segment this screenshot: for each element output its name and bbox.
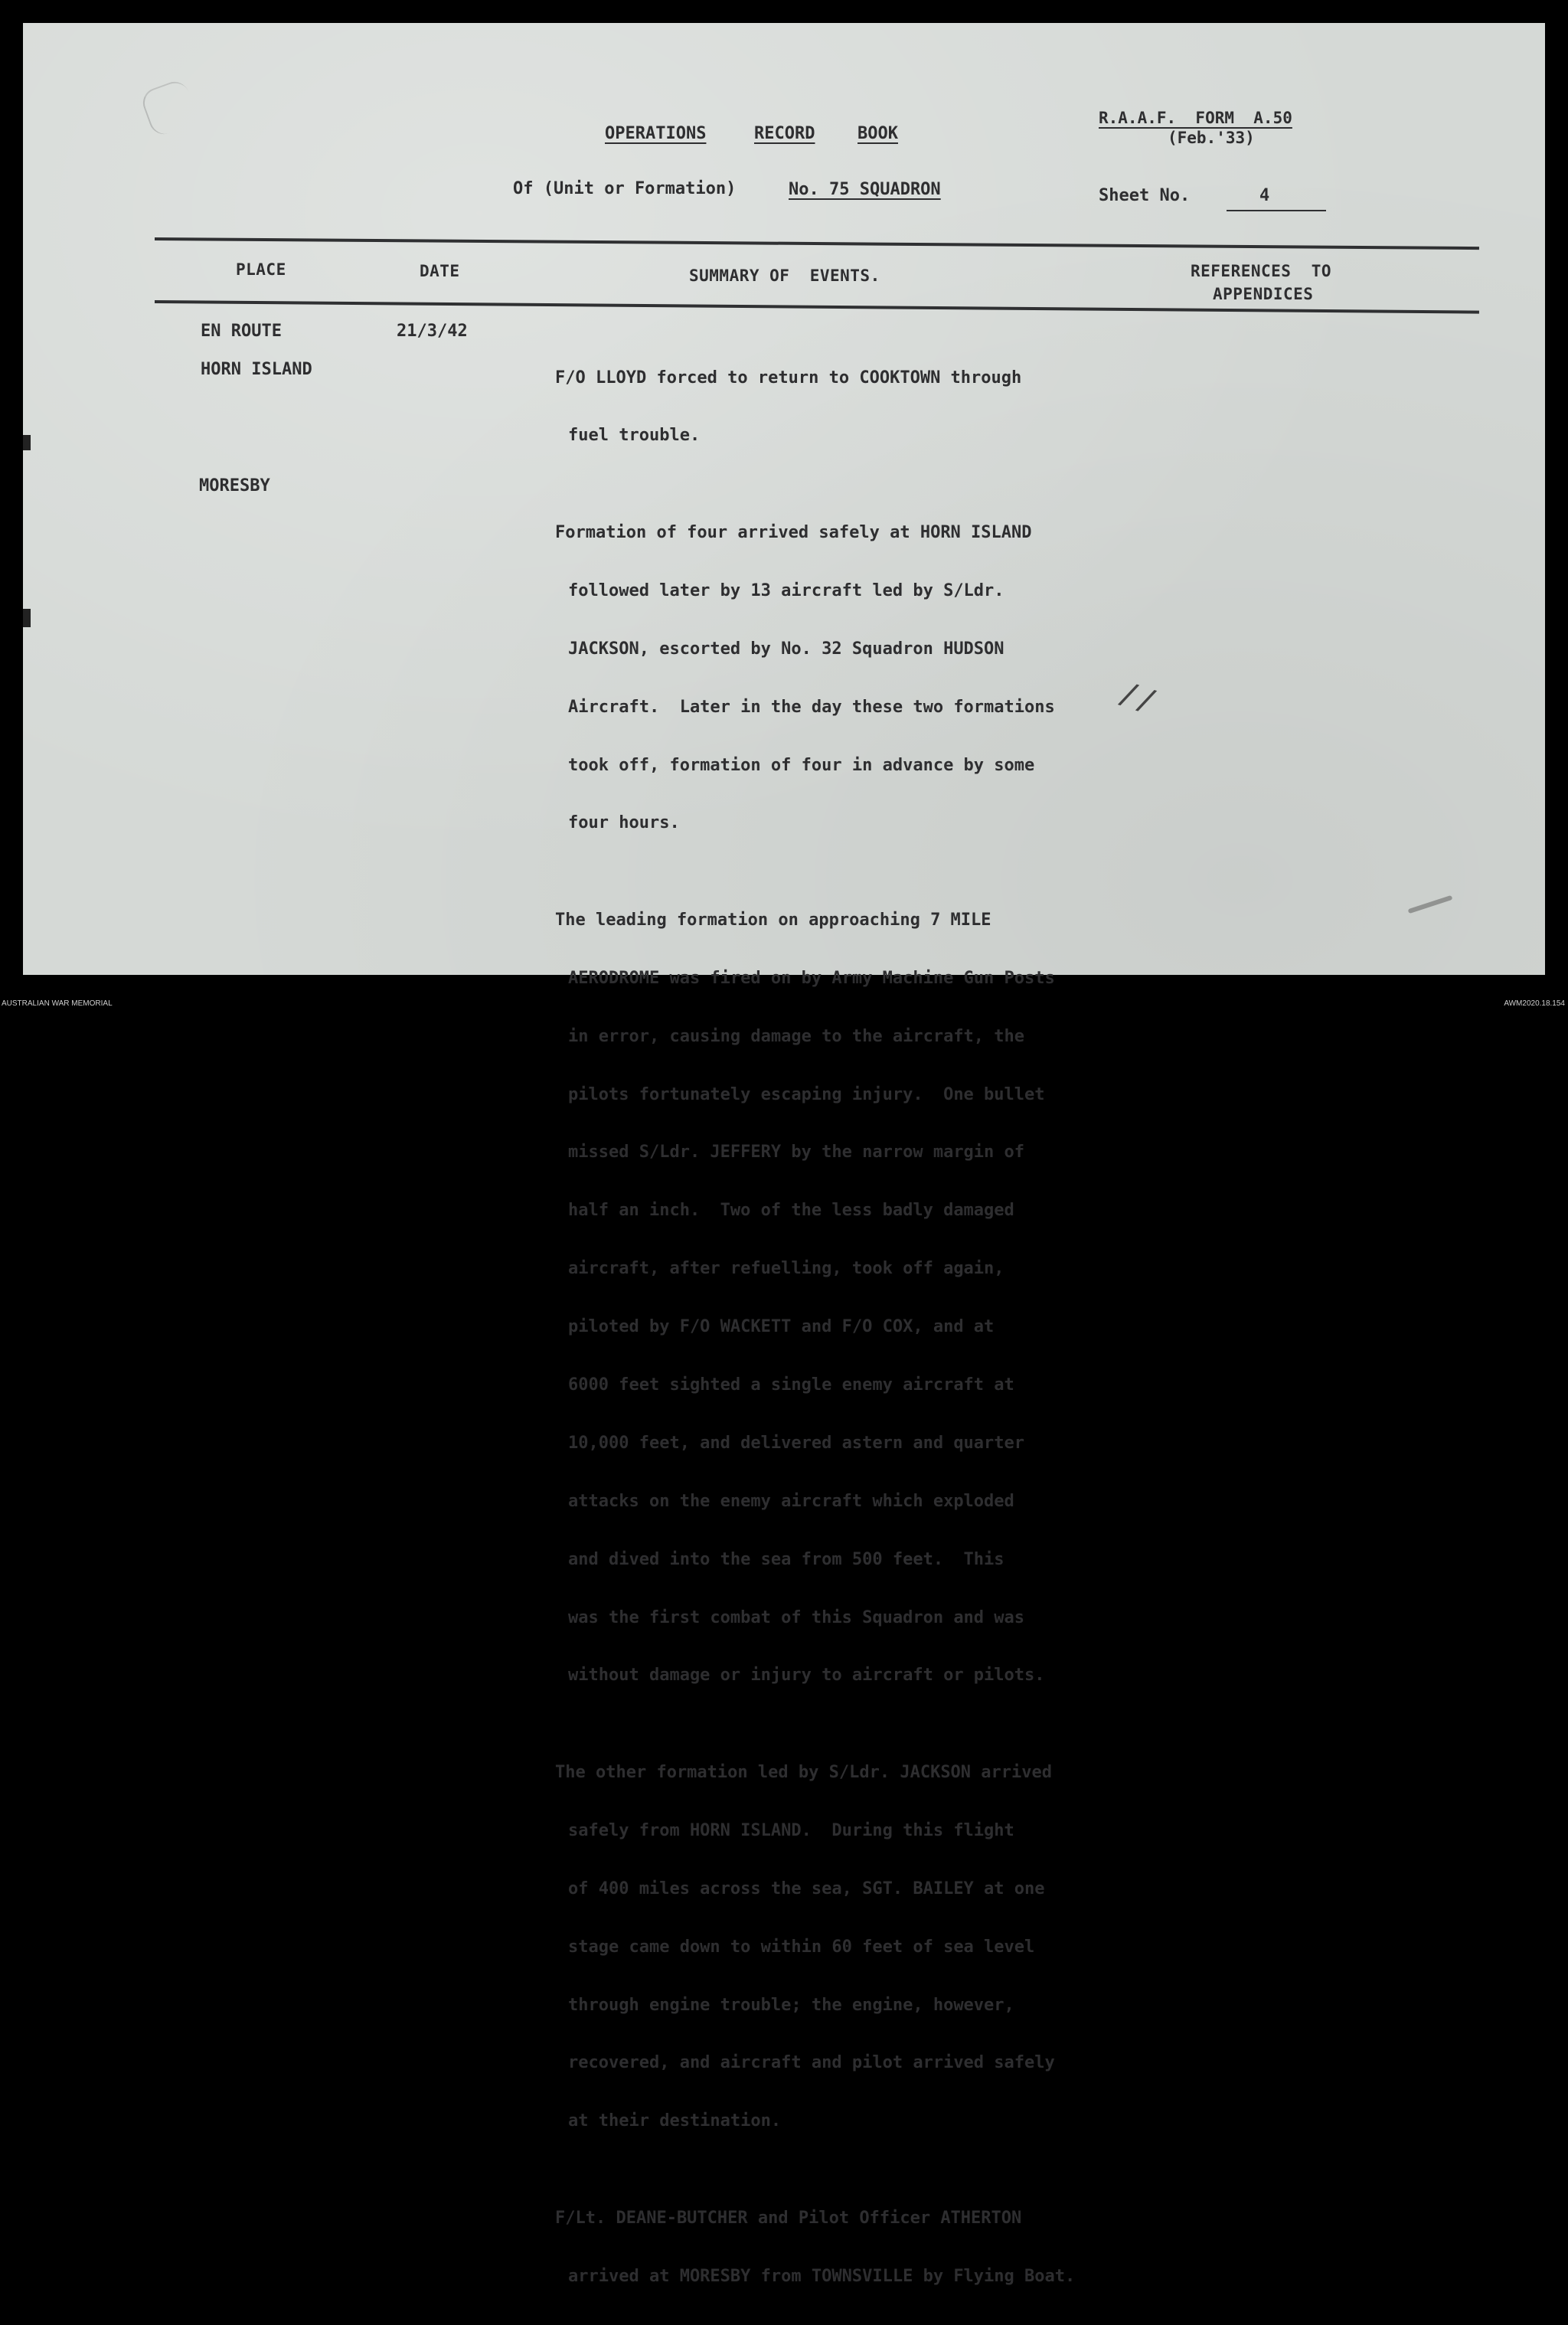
- event-line: attacks on the enemy aircraft which exploded: [568, 1491, 1014, 1511]
- place-horn-island: HORN ISLAND: [201, 360, 312, 379]
- footer-institution: AUSTRALIAN WAR MEMORIAL: [2, 999, 113, 1008]
- event-line: F/O LLOYD forced to return to COOKTOWN through: [555, 368, 1022, 388]
- event-line: The other formation led by S/Ldr. JACKSON arrived: [555, 1762, 1053, 1782]
- event-paragraph: [555, 871, 1075, 1724]
- sheet-value: 4: [1259, 186, 1270, 205]
- title-word-operations: OPERATIONS: [605, 124, 707, 143]
- title-word-book: BOOK: [858, 124, 898, 143]
- event-line: aircraft, after refuelling, took off again,: [568, 1259, 1004, 1279]
- event-line: at their destination.: [568, 2111, 782, 2131]
- event-line: pilots fortunately escaping injury. One bullet: [568, 1084, 1045, 1104]
- table-top-rule: [155, 237, 1479, 250]
- column-summary: SUMMARY OF EVENTS.: [689, 267, 880, 285]
- event-line: without damage or injury to aircraft or pilots.: [568, 1666, 1045, 1686]
- event-line: of 400 miles across the sea, SGT. BAILEY at one: [568, 1879, 1045, 1898]
- column-date: DATE: [420, 262, 460, 280]
- place-moresby: MORESBY: [199, 476, 270, 495]
- unit-label: Of (Unit or Formation): [513, 179, 737, 198]
- event-line: 6000 feet sighted a single enemy aircraft at: [568, 1375, 1014, 1395]
- column-references-line1: REFERENCES TO: [1191, 262, 1332, 280]
- fold-crease-icon: [139, 77, 199, 138]
- left-edge-mark-icon: [23, 435, 31, 450]
- event-line: recovered, and aircraft and pilot arrived safely: [568, 2053, 1055, 2073]
- event-line: missed S/Ldr. JEFFERY by the narrow margin of: [568, 1143, 1025, 1162]
- event-line: JACKSON, escorted by No. 32 Squadron HUDSON: [568, 639, 1004, 659]
- column-place: PLACE: [236, 260, 286, 279]
- event-paragraph: [555, 2170, 1075, 2324]
- event-line: four hours.: [568, 813, 680, 833]
- unit-value: No. 75 SQUADRON: [789, 180, 941, 199]
- place-en-route: EN ROUTE: [201, 322, 282, 341]
- event-line: AERODROME was fired on by Army Machine Gun Posts: [568, 968, 1055, 988]
- column-references-line2: APPENDICES: [1213, 285, 1314, 303]
- event-line: The leading formation on approaching 7 MILE: [555, 910, 991, 930]
- event-line: safely from HORN ISLAND. During this flight: [568, 1820, 1014, 1840]
- event-line: Formation of four arrived safely at HORN ISLAND: [555, 522, 1032, 542]
- event-line: was the first combat of this Squadron and was: [568, 1607, 1025, 1627]
- event-line: piloted by F/O WACKETT and F/O COX, and at: [568, 1317, 995, 1337]
- sheet-number-line: [1227, 210, 1326, 211]
- event-line: fuel trouble.: [568, 426, 701, 446]
- form-date: (Feb.'33): [1168, 129, 1255, 147]
- event-line: 10,000 feet, and delivered astern and quarter: [568, 1433, 1025, 1453]
- ink-smudge-icon: [1408, 895, 1453, 914]
- event-line: half an inch. Two of the less badly damaged: [568, 1201, 1014, 1221]
- event-paragraph: [555, 1724, 1075, 2170]
- event-line: took off, formation of four in advance by some: [568, 755, 1035, 775]
- sheet-label: Sheet No.: [1099, 186, 1191, 205]
- event-line: through engine trouble; the engine, however,: [568, 1995, 1014, 2015]
- event-line: Aircraft. Later in the day these two formations: [568, 697, 1055, 717]
- event-line: F/Lt. DEANE-BUTCHER and Pilot Officer ATHERTON: [555, 2208, 1022, 2228]
- event-paragraph: [555, 484, 1075, 871]
- pencil-mark-icon: //: [1115, 675, 1161, 721]
- event-line: and dived into the sea from 500 feet. This: [568, 1549, 1004, 1569]
- form-code: R.A.A.F. FORM A.50: [1099, 109, 1292, 127]
- event-line: arrived at MORESBY from TOWNSVILLE by Flying Boat.: [568, 2266, 1076, 2286]
- footer-accession-number: AWM2020.18.154: [1504, 999, 1565, 1008]
- entry-date: 21/3/42: [397, 322, 468, 341]
- event-line: in error, causing damage to the aircraft, the: [568, 1026, 1025, 1046]
- event-line: stage came down to within 60 feet of sea level: [568, 1937, 1035, 1957]
- event-paragraph: [555, 329, 1075, 484]
- event-line: followed later by 13 aircraft led by S/Ldr.: [568, 580, 1004, 600]
- summary-of-events: [555, 329, 1075, 2325]
- left-edge-mark-icon: [23, 609, 31, 627]
- title-word-record: RECORD: [754, 124, 815, 143]
